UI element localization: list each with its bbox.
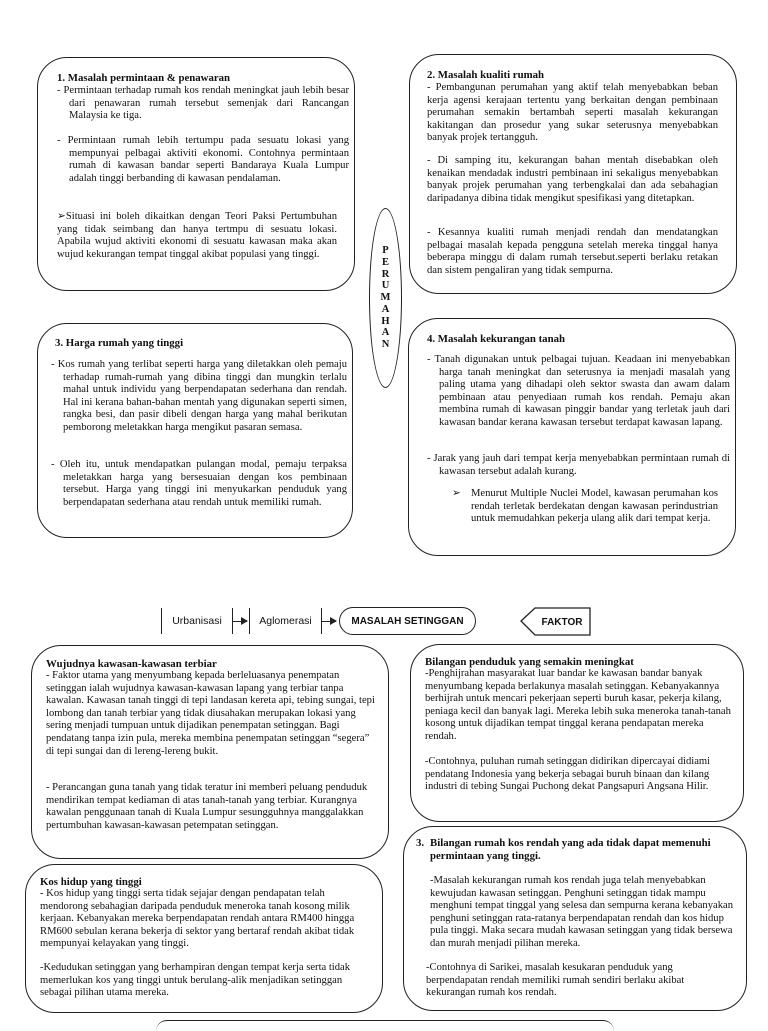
text-harga-p1: - Kos rumah yang terlibat seperti harga yang diletakkan oleh pemaju terhadap rumah-rumah yang dibina tinggi dan mungkin terlalu mahal untuk individu yang berpendapatan sederhana dan rendah. Hal ini kerana bahan-bahan mentah yang digunakan seperti simen, rangka besi, dan pasir dibeli dengan harga yang mahal berikutan pemborong meletakkan harga mengikut pasaran semasa. bbox=[51, 359, 347, 433]
vertical-label-perumahan: PERUMAHAN bbox=[369, 208, 402, 388]
text-permintaan-p3: ➢Situasi ini boleh dikaitkan dengan Teori Paksi Pertumbuhan yang tidak seimbang dan hanya tertmpu di sesuatu lokasi. Apabila wujud aktiviti ekonomi di sesuatu kawasan maka akan wujud kekurangan tempat tinggal akibat populasi yang tinggi. bbox=[57, 211, 337, 260]
text-penduduk-p2: -Contohnya, puluhan rumah setinggan didirikan dipercayai didiami pendatang Indonesia yang bekerja sebagai buruh binaan dan kilang industri di tebing Sungai Puchong dekat Pangsapuri Angsana Hilir. bbox=[425, 756, 711, 793]
text-tanah-p3: Menurut Multiple Nuclei Model, kawasan perumahan kos rendah terletak berdekatan dengan kawasan perindustrian untuk memudahkan pekerja ulang alik dari tempat kerja. bbox=[471, 488, 718, 525]
heading-kawasan-terbiar: Wujudnya kawasan-kawasan terbiar bbox=[46, 658, 217, 670]
heading-masalah-permintaan: 1. Masalah permintaan & penawaran bbox=[57, 72, 231, 84]
text-permintaan-p1: - Permintaan terhadap rumah kos rendah meningkat jauh lebih besar dari penawaran rumah tersebut semenjak dari Rancangan Malaysia ke tiga. bbox=[57, 85, 349, 122]
partial-box-bottom-edge bbox=[156, 1020, 614, 1031]
heading-harga-rumah: 3. Harga rumah yang tinggi bbox=[55, 337, 184, 349]
text-kualiti-p1: - Pembangunan perumahan yang aktif telah menyebabkan beban kerja agensi kerajaan tertentu yang berkaitan dengan pembinaan perumahan semakin bertambah seperti masalah kekurangan kakitangan dan prosedur yang sukar seterusnya menyebabkan banyak projek tertangguh. bbox=[427, 82, 718, 144]
heading-penduduk-meningkat: Bilangan penduduk yang semakin meningkat bbox=[425, 656, 634, 668]
text-tanah-p1: - Tanah digunakan untuk pelbagai tujuan. Keadaan ini menyebabkan harga tanah meningkat dan seterusnya ia menjadi masalah yang paling utama yang dihadapi oleh sektor swasta dan awam dalam pembinaan atau penyediaan rumah kos rendah. Pemaju akan membina rumah di kawasan pinggir bandar yang terletak jauh dari kawasan bandar kerana kawasan tersebut terdapat kawasan lapang. bbox=[427, 354, 730, 428]
heading-rumah-kos-rendah-number: 3. bbox=[416, 837, 425, 849]
text-permintaan-p2: - Permintaan rumah lebih tertumpu pada sesuatu lokasi yang mempunyai pelbagai aktiviti ekonomi. Contohnya permintaan rumah di kawasan bandar seperti Bandaraya Kuala Lumpur adalah tinggi berbanding di kawasan pendalaman. bbox=[57, 135, 349, 184]
text-terbiar-p1: - Faktor utama yang menyumbang kepada berleluasanya penempatan setinggan ialah wujudnya kawasan-kawasan lapang yang terbiar tanpa kawalan. Kawasan tanah tinggi di tepi landasan kereta api, tebing sungai, tepi lombong dan tanah terbiar yang tidak diusahakan merupakan lokasi yang sering menjadi tumpuan untuk dijadikan penempatan setinggan. Bagi pendatang tanpa izin pula, mereka membina penempatan setinggan “segera” di tepi sungai dan di lereng-lereng bukit. bbox=[46, 670, 375, 757]
text-kualiti-p2: - Di samping itu, kekurangan bahan mentah disebabkan oleh kenaikan mendadak industri pembinaan ini sekaligus menyebabkan banyak projek perumahan yang terbengkalai dan ada sebahagian daripadanya dibina tidak mengikut spesifikasi yang ditetapkan. bbox=[427, 155, 718, 204]
arrow-aglomerasi-masalah bbox=[322, 621, 336, 622]
chip-aglomerasi: Aglomerasi bbox=[249, 608, 322, 634]
arrow-urbanisasi-aglomerasi bbox=[233, 621, 247, 622]
heading-kualiti-rumah: 2. Masalah kualiti rumah bbox=[427, 69, 544, 81]
text-koshidup-p2: -Kedudukan setinggan yang berhampiran dengan tempat kerja serta tidak memerlukan kos yang tinggi untuk berulang-alik menjadikan setinggan sebagai pilihan utama mereka. bbox=[40, 962, 351, 999]
heading-kekurangan-tanah: 4. Masalah kekurangan tanah bbox=[427, 333, 565, 345]
chip-masalah-setinggan: MASALAH SETINGGAN bbox=[339, 607, 476, 635]
text-kualiti-p3: - Kesannya kualiti rumah menjadi rendah dan mendatangkan pelbagai masalah kepada pengguna setelah mereka tinggal hanya beberapa minggu di dalam rumah tersebut.seperti berlaku retakan dan sistem pengaliran yang tidak sempurna. bbox=[427, 227, 718, 276]
heading-kos-hidup: Kos hidup yang tinggi bbox=[40, 876, 142, 888]
text-harga-p2: - Oleh itu, untuk mendapatkan pulangan modal, pemaju terpaksa meletakkan harga yang bersesuaian dengan kos pembinaan tersebut. Harga yang tinggi ini menyukarkan penduduk yang berpendapatan sederhana atau rendah untuk memiliki rumah. bbox=[51, 459, 347, 508]
text-koshidup-p1: - Kos hidup yang tinggi serta tidak sejajar dengan pendapatan telah mendorong sebahagian daripada penduduk meneroka tanah kosong milik kerjaan. Kebanyakan mereka berpendapatan rendah antara RM400 hingga RM600 sebulan kerana bekerja di sektor yang bertaraf rendah akibat tidak mempunyai kelayakan yang tinggi. bbox=[40, 888, 355, 950]
text-koshrendah-p1: -Masalah kekurangan rumah kos rendah juga telah menyebabkan kewujudan kawasan setinggan. Penghuni setinggan tidak mampu menghuni tempat tinggal yang selesa dan sempurna kerana kebanyakan penghuni setinggan rata-ratanya berpendapatan rendah dan kos hidup pula tinggi. Maka secara mudah kawasan setinggan yang tidak bersewa dan murah menjadi pilihan mereka. bbox=[430, 875, 733, 949]
text-penduduk-p1: -Penghijrahan masyarakat luar bandar ke kawasan bandar banyak menyumbang kepada berlakunya masalah setinggan. Kebanyakannya berhijrah untuk mencari pekerjaan seperti buruh kasar, pekerja kilang, peniaga kecil dan banyak lagi. Mereka lebih suka meneroka tanah-tanah kosong untuk dijadikan tempat tinggal kerana pendapatan mereka rendah. bbox=[425, 668, 731, 742]
chip-urbanisasi: Urbanisasi bbox=[161, 608, 233, 634]
text-terbiar-p2: - Perancangan guna tanah yang tidak teratur ini memberi peluang penduduk mendirikan tempat kediaman di atas tanah-tanah yang terbiar. Kurangnya kawalan penggunaan tanah di Kuala Lumpur sesungguhnya manggalakkan pertumbuhan kawasan-kawasan petempatan setinggan. bbox=[46, 782, 368, 831]
chip-faktor: FAKTOR bbox=[541, 616, 583, 628]
arrow-bullet-icon: ➢ bbox=[452, 488, 461, 499]
text-koshrendah-p2: -Contohnya di Sarikei, masalah kesukaran penduduk yang berpendapatan rendah memiliki rumah sendiri berlaku akibat kekurangan rumah kos rendah. bbox=[426, 962, 685, 999]
text-tanah-p2: - Jarak yang jauh dari tempat kerja menyebabkan permintaan rumah di kawasan tersebut adalah kurang. bbox=[427, 453, 730, 477]
heading-rumah-kos-rendah: Bilangan rumah kos rendah yang ada tidak dapat memenuhi permintaan yang tinggi. bbox=[430, 837, 711, 862]
